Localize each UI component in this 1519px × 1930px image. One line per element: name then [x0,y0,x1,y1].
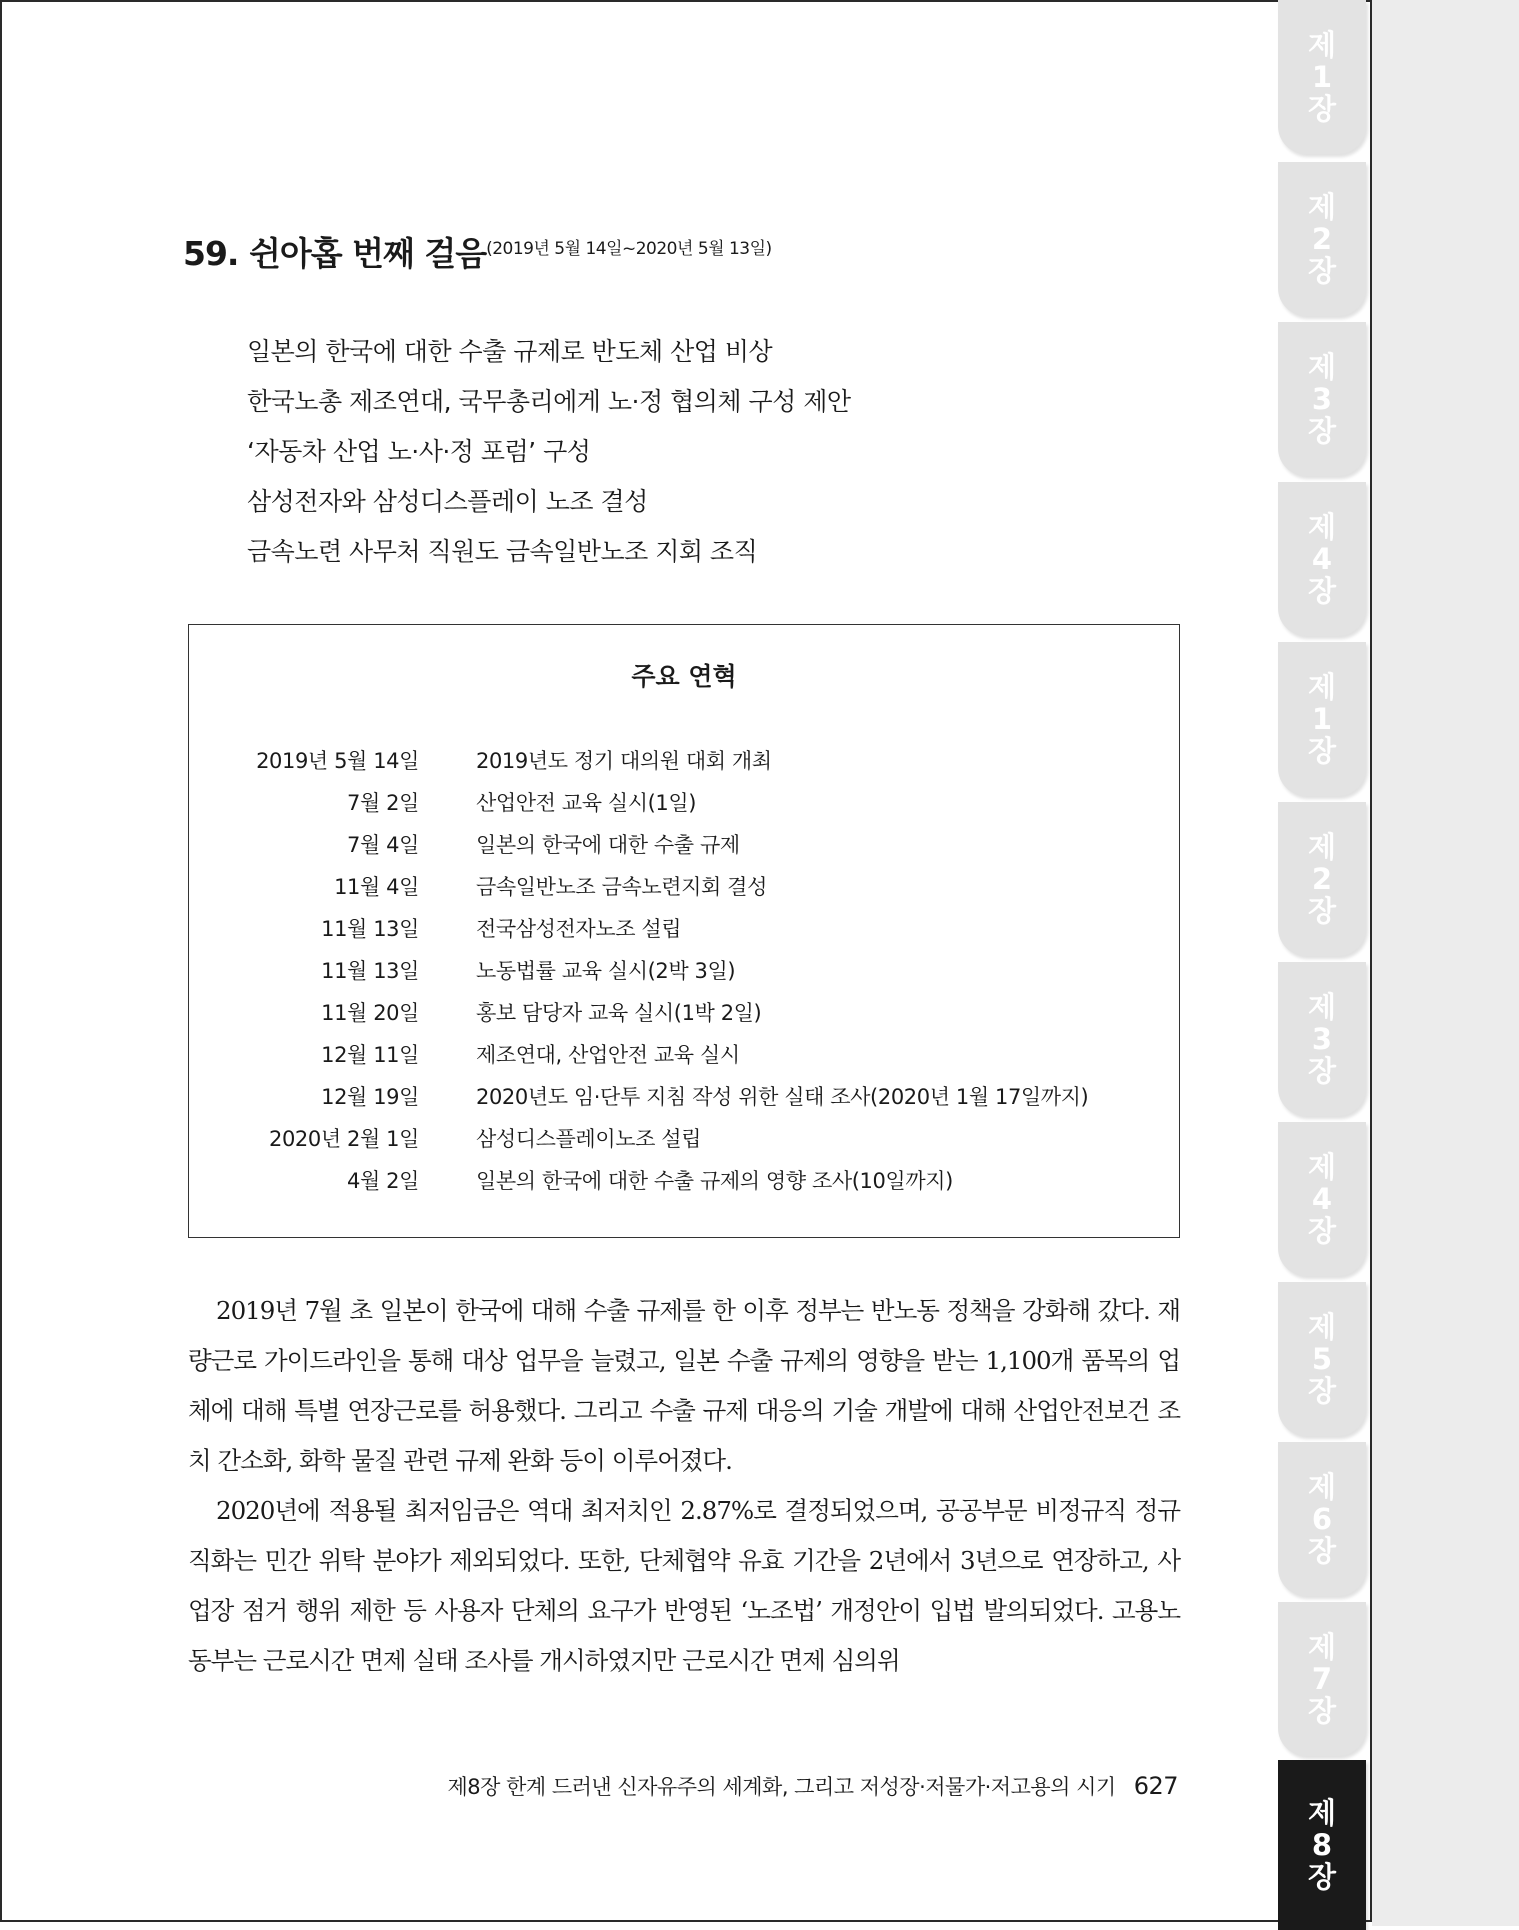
chapter-tab-strip [1278,0,1374,1926]
history-box [188,624,1180,1238]
history-row [189,871,1179,913]
history-row [189,1165,1179,1207]
history-date: 4월 2일 [347,1169,419,1193]
chapter-tab[interactable]: 제 1 장 [1278,0,1366,154]
chapter-tab[interactable]: 제 3 장 [1278,962,1366,1116]
history-row [189,787,1179,829]
chapter-tab[interactable]: 제 2 장 [1278,162,1366,316]
history-row [189,745,1179,787]
history-event: 홍보 담당자 교육 실시(1박 2일) [476,1001,762,1025]
running-title: 제8장 한계 드러낸 신자유주의 세계화, 그리고 저성장·저물가·저고용의 시기 [447,1775,1116,1799]
page-edge-shadow [1372,0,1519,1926]
history-date: 11월 20일 [321,1001,419,1025]
body-text [188,1286,1180,1686]
chapter-tab[interactable]: 제 1 장 [1278,642,1366,796]
chapter-tab-active[interactable]: 제 8 장 [1278,1760,1366,1930]
history-rows [189,745,1179,1207]
history-row [189,955,1179,997]
page-footer [447,1771,1178,1801]
history-row [189,829,1179,871]
history-row [189,1039,1179,1081]
chapter-tab[interactable]: 제 5 장 [1278,1282,1366,1436]
page-number: 627 [1133,1772,1178,1800]
history-row [189,997,1179,1039]
history-title: 주요 연혁 [631,662,737,691]
section-title [183,228,772,275]
history-event: 노동법률 교육 실시(2박 3일) [476,959,736,983]
chapter-tab[interactable]: 제 7 장 [1278,1602,1366,1756]
history-date: 12월 19일 [321,1085,419,1109]
history-date: 11월 13일 [321,959,419,983]
chapter-tab[interactable]: 제 2 장 [1278,802,1366,956]
history-row [189,1081,1179,1123]
history-date: 2020년 2월 1일 [269,1127,419,1151]
history-row [189,1123,1179,1165]
summary-item: 금속노련 사무처 직원도 금속일반노조 지회 조직 [247,537,758,566]
chapter-tab[interactable]: 제 4 장 [1278,1122,1366,1276]
summary-item: ‘자동차 산업 노·사·정 포럼’ 구성 [247,437,591,466]
history-event: 일본의 한국에 대한 수출 규제 [476,833,740,857]
summary-item: 한국노총 제조연대, 국무총리에게 노·정 협의체 구성 제안 [247,387,851,416]
section-title-dates: (2019년 5월 14일~2020년 5월 13일) [486,239,772,259]
history-event: 금속일반노조 금속노련지회 결성 [476,875,767,899]
history-date: 7월 2일 [347,791,419,815]
section-title-main: 59. 쉰아홉 번째 걸음 [183,234,487,273]
body-paragraph: 2019년 7월 초 일본이 한국에 대해 수출 규제를 한 이후 정부는 반노동 정책을 강화해 갔다. 재량근로 가이드라인을 통해 대상 업무을 늘렸고, 일본 수출 규제의 영향을 받는 1,100개 품목의 업체에 대해 특별 연장근로를 허용했다. 그리고 수출 규제 대응의 기술 개발에 대해 산업안전보건 조치 간소화, 화학 물질 관련 규제 완화 등이 이루어졌다. [188,1296,1180,1475]
history-date: 11월 4일 [334,875,419,899]
history-event: 일본의 한국에 대한 수출 규제의 영향 조사(10일까지) [476,1169,953,1193]
history-date: 11월 13일 [321,917,419,941]
body-paragraph: 2020년에 적용될 최저임금은 역대 최저치인 2.87%로 결정되었으며, 공공부문 비정규직 정규직화는 민간 위탁 분야가 제외되었다. 또한, 단체협약 유효 기간을 2년에서 3년으로 연장하고, 사업장 점거 행위 제한 등 사용자 단체의 요구가 반영된 ‘노조법’ 개정안이 입법 발의되었다. 고용노동부는 근로시간 면제 실태 조사를 개시하였지만 근로시간 면제 심의위 [188,1496,1180,1675]
chapter-tab[interactable]: 제 6 장 [1278,1442,1366,1596]
chapter-tab[interactable]: 제 3 장 [1278,322,1366,476]
history-event: 제조연대, 산업안전 교육 실시 [476,1043,740,1067]
history-date: 2019년 5월 14일 [256,749,419,773]
chapter-tab[interactable]: 제 4 장 [1278,482,1366,636]
history-event: 산업안전 교육 실시(1일) [476,791,697,815]
summary-list [247,327,851,577]
history-event: 2019년도 정기 대의원 대회 개최 [476,749,772,773]
history-event: 2020년도 임·단투 지침 작성 위한 실태 조사(2020년 1월 17일까지) [476,1085,1089,1109]
history-date: 12월 11일 [321,1043,419,1067]
history-event: 전국삼성전자노조 설립 [476,917,682,941]
summary-item: 삼성전자와 삼성디스플레이 노조 결성 [247,487,648,516]
history-row [189,913,1179,955]
history-date: 7월 4일 [347,833,419,857]
summary-item: 일본의 한국에 대한 수출 규제로 반도체 산업 비상 [247,337,773,366]
history-event: 삼성디스플레이노조 설립 [476,1127,702,1151]
